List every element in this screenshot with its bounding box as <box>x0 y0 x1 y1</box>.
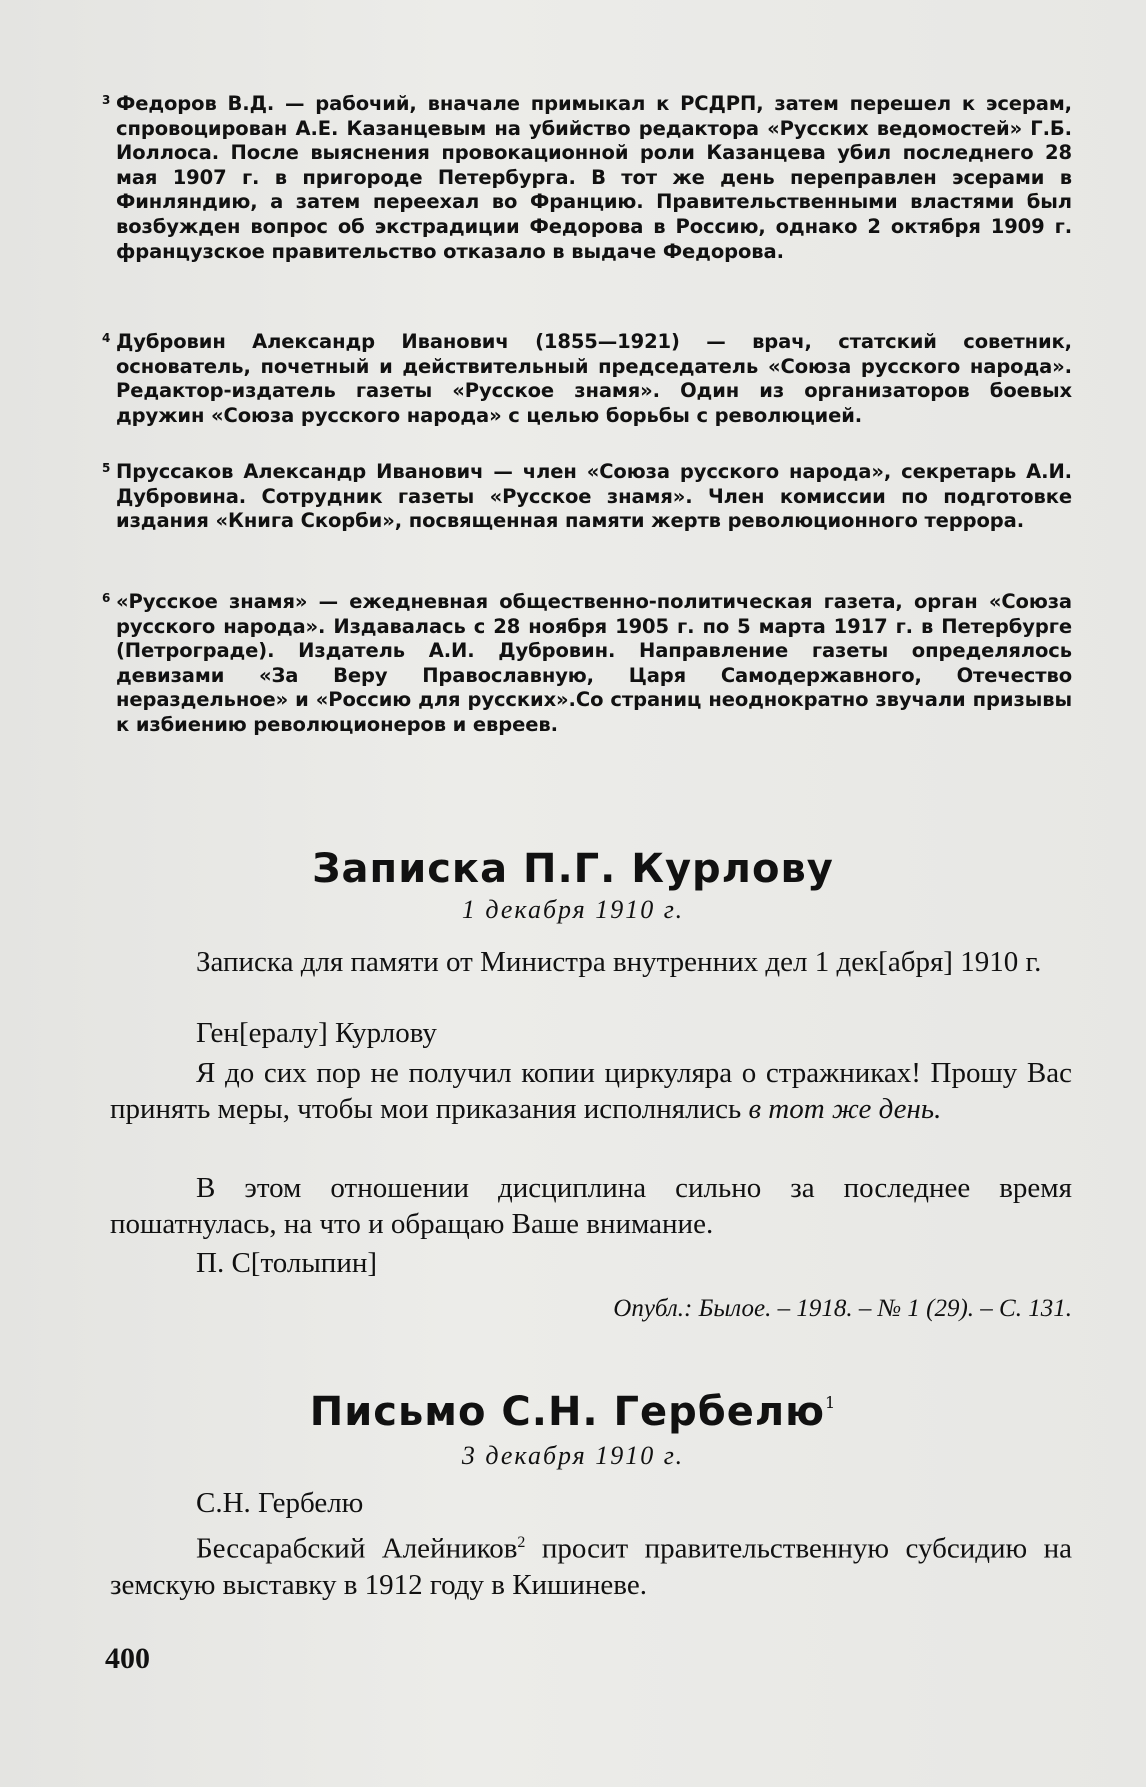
page-number: 400 <box>105 1642 150 1675</box>
footnote-text: Пруссаков Александр Иванович — член «Союза русского народа», секретарь А.И. Дубровина. Сотрудник газеты «Русское знамя». Член комиссии по подготовке издания «Книга Скорби», посвященная памяти жертв революционного террора. <box>116 460 1072 533</box>
document-title <box>0 1389 1146 1435</box>
publication-source: Опубл.: Былое. – 1918. – № 1 (29). – С. 131. <box>613 1295 1072 1322</box>
footnote-3 <box>102 92 1072 264</box>
footnote-6 <box>102 590 1072 738</box>
footnote-number: 5 <box>102 461 111 475</box>
document-title: Записка П.Г. Курлову <box>312 846 834 892</box>
footnote-ref: 1 <box>825 1393 837 1412</box>
title-text: Письмо С.Н. Гербелю <box>309 1389 826 1435</box>
addressee: С.Н. Гербелю <box>196 1487 364 1519</box>
paragraph-text: просит правительственную субсидию на земскую выставку в 1912 году в Кишиневе. <box>110 1532 1072 1601</box>
footnote-number: 4 <box>102 331 111 345</box>
footnote-ref: 2 <box>517 1534 526 1551</box>
paragraph-text: Я до сих пор не получил копии циркуляра о стражниках! Прошу Вас принять меры, чтобы мои приказания исполнялись <box>110 1057 1072 1125</box>
footnote-text: «Русское знамя» — ежедневная общественно-политическая газета, орган «Союза русского народа». Издавалась с 28 ноября 1905 г. по 5 марта 1917 г. в Петербурге (Петрограде). Издатель А.И. Дубровин. Направление газеты определялось девизами «За Веру Православную, Царя Самодержавного, Отечество нераздельное» и «Россию для русских».Со страниц неоднократно звучали призывы к избиению революционеров и евреев. <box>116 590 1072 736</box>
paragraph <box>110 1055 1072 1127</box>
document-date: 1 декабря 1910 г. <box>461 895 685 924</box>
paragraph: Записка для памяти от Министра внутренних дел 1 дек[абря] 1910 г. <box>196 946 1042 978</box>
footnote-text: Дубровин Александр Иванович (1855—1921) — врач, статский советник, основатель, почетный и действительный председатель «Союза русского народа». Редактор-издатель газеты «Русское знамя». Один из организаторов боевых дружин «Союза русского народа» с целью борьбы с революцией. <box>116 330 1072 427</box>
addressee: Ген[ералу] Курлову <box>196 1017 437 1049</box>
footnote-4 <box>102 330 1072 428</box>
paragraph <box>110 1525 1072 1603</box>
footnote-5 <box>102 460 1072 534</box>
paragraph: В этом отношении дисциплина сильно за последнее время пошатнулась, на что и обращаю Ваше внимание. <box>110 1172 1072 1240</box>
emphasis-text: в тот же день. <box>748 1093 942 1125</box>
footnote-number: 3 <box>102 93 111 107</box>
document-date: 3 декабря 1910 г. <box>461 1441 685 1470</box>
footnote-number: 6 <box>102 591 111 605</box>
footnote-text: Федоров В.Д. — рабочий, вначале примыкал к РСДРП, затем перешел к эсерам, спровоцирован А.Е. Казанцевым на убийство редактора «Русских ведомостей» Г.Б. Иоллоса. После выяснения провокационной роли Казанцева убил последнего 28 мая 1907 г. в пригороде Петербурга. В тот же день переправлен эсерами в Финляндию, а затем переехал во Францию. Правительственными властями был возбужден вопрос об экстрадиции Федорова в Россию, однако 2 октября 1909 г. французское правительство отказало в выдаче Федорова. <box>116 92 1072 263</box>
signature: П. С[толыпин] <box>196 1247 378 1279</box>
paragraph-text: Бессарабский Алейников <box>196 1532 518 1565</box>
